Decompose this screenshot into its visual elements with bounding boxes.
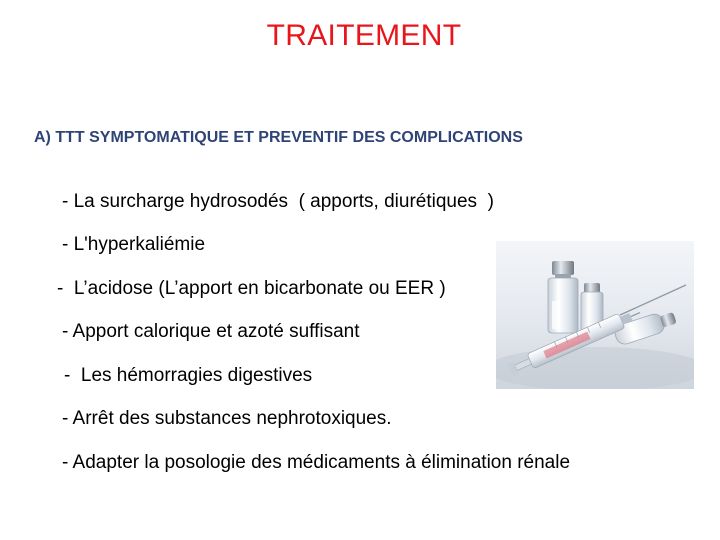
bullet-item-hyperkalemia: - L'hyperkaliémie xyxy=(62,234,206,255)
bullet-item-fluid-overload: - La surcharge hydrosodés ( apports, diurétiques ) xyxy=(62,191,494,212)
bullet-item-digestive-hemorrhage: - Les hémorragies digestives xyxy=(64,365,313,386)
slide-title: TRAITEMENT xyxy=(266,19,462,52)
syringe-vials-photo xyxy=(496,241,694,389)
bullet-item-acidosis: - L’acidose (L’apport en bicarbonate ou EER ) xyxy=(57,278,446,299)
bullet-item-dosage-adjustment: - Adapter la posologie des médicaments à élimination rénale xyxy=(62,452,571,473)
section-heading: A) TTT SYMPTOMATIQUE ET PREVENTIF DES COMPLICATIONS xyxy=(34,129,523,146)
bullet-item-caloric-intake: - Apport calorique et azoté suffisant xyxy=(62,321,360,342)
vial-icon xyxy=(548,261,578,333)
bullet-item-nephrotoxic-substances: - Arrêt des substances nephrotoxiques. xyxy=(62,408,392,429)
